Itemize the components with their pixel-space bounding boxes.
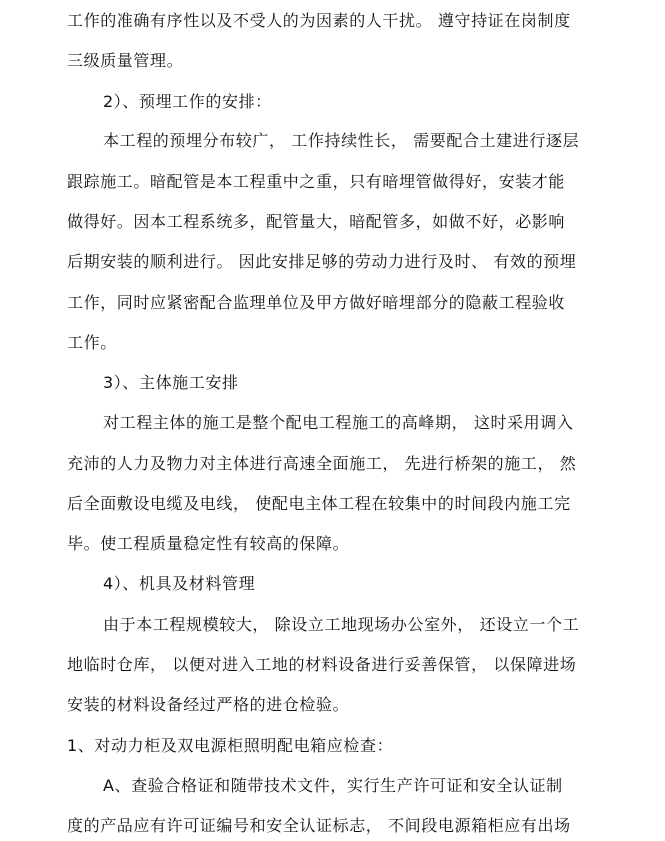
paragraph-line: 对工程主体的施工是整个配电工程施工的高峰期， 这时采用调入 [103,413,574,432]
paragraph-line: 安装的材料设备经过严格的进仓检验。 [67,695,350,714]
paragraph-line: 三级质量管理。 [67,51,184,70]
paragraph-line: 后期安装的顺利进行。 因此安排足够的劳动力进行及时、 有效的预埋 [67,252,577,271]
paragraph-line: 工作的准确有序性以及不受人的为因素的人干扰。 遵守持证在岗制度 [67,11,571,30]
paragraph-line: A、查验合格证和随带技术文件，实行生产许可证和安全认证制 [103,776,563,795]
paragraph-line: 工作。 [67,333,117,352]
paragraph-line: 充沛的人力及物力对主体进行高速全面施工， 先进行桥架的施工， 然 [67,454,577,473]
section-heading: 1、对动力柜及双电源柜照明配电箱应检查： [67,736,394,755]
paragraph-line: 本工程的预埋分布较广， 工作持续性长， 需要配合土建进行逐层 [103,131,580,150]
section-heading: 4）、机具及材料管理 [103,574,256,593]
paragraph-line: 毕。使工程质量稳定性有较高的保障。 [67,534,350,553]
section-heading: 3）、主体施工安排 [103,373,239,392]
paragraph-line: 由于本工程规模较大， 除设立工地现场办公室外， 还设立一个工 [103,615,580,634]
paragraph-line: 后全面敷设电缆及电线， 使配电主体工程在较集中的时间段内施工完 [67,494,571,513]
section-heading: 2）、预埋工作的安排： [103,92,272,111]
paragraph-line: 度的产品应有许可证编号和安全认证标志， 不间段电源箱柜应有出场 [67,816,571,835]
paragraph-line: 地临时仓库， 以便对进入工地的材料设备进行妥善保管， 以保障进场 [67,655,577,674]
paragraph-line: 跟踪施工。暗配管是本工程重中之重，只有暗埋管做得好，安装才能 [67,172,566,191]
paragraph-line: 做得好。因本工程系统多，配管量大，暗配管多，如做不好，必影响 [67,212,566,231]
paragraph-line: 工作，同时应紧密配合监理单位及甲方做好暗埋部分的隐蔽工程验收 [67,293,566,312]
